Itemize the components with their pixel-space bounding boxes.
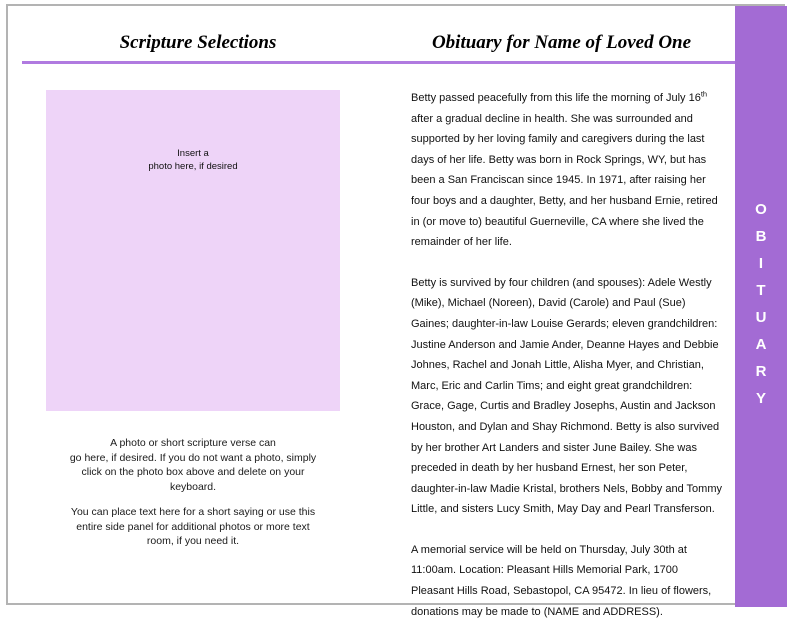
obituary-paragraph-1-text-before-superscript: Betty passed peacefully from this life the morning of July 16 [411, 92, 701, 104]
side-band-letter-5: U [755, 309, 767, 326]
photo-placeholder-line-2: photo here, if desired [148, 161, 238, 172]
left-caption-secondary[interactable] [38, 505, 348, 549]
side-band-vertical-label [735, 196, 787, 412]
side-band-letter-3: I [758, 255, 764, 272]
page-header [8, 6, 735, 64]
left-caption-primary-line-3: click on the photo box above and delete on your [81, 466, 305, 479]
obituary-page [6, 4, 785, 618]
side-band [735, 6, 787, 607]
left-panel [8, 64, 388, 607]
side-band-letter-2: B [755, 228, 767, 245]
photo-placeholder-label [46, 147, 340, 173]
obituary-paragraph-1-text-after-superscript: after a gradual decline in health. She was surrounded and supported by her loving family and caregivers during the last days of her life. Betty was born in Rock Springs, WY, but has been a San Franciscan since 1945. In 1971, after raising her four boys and a daughter, Betty, and her husband Ernie, retired in (or move to) beautiful Guerneville, CA where she lived the remainder of her life. [411, 112, 718, 249]
left-caption-primary-line-1: A photo or short scripture verse can [110, 437, 276, 449]
left-caption-primary-line-2: go here, if desired. If you do not want a photo, simply [69, 451, 317, 464]
side-band-letter-6: A [755, 336, 767, 353]
left-caption-secondary-line-2: entire side panel for additional photos or more text [76, 520, 310, 533]
side-band-letter-8: Y [755, 390, 766, 407]
left-caption-primary-line-4: keyboard. [169, 480, 217, 493]
obituary-paragraph-2: Betty is survived by four children (and spouses): Adele Westly (Mike), Michael (Noreen), David (Carole) and Paul (Sue) Gaines; daughter-in-law Louise Gerards; eleven grandchildren: Justine Anderson and Jamie Ander, Deanne Hayes and Debbie Johnes, Rachel and Jonah Little, Alisha Myer, and Christian, Marc, Eric and Carlin Tims; and eight great grandchildren: Grace, Gage, Curtis and Bradley Josephs, Austin and Jackson Houston, and Dylan and Shay Richmond. Betty is also survived by her brother Art Landers and sister June Bailey. She was preceded in death by her husband Ernest, her son Peter, daughter-in-law Madie Kristal, brothers Nels, Bobby and Tommy Little, and sisters Lucy Smith, May Day and Pearl Transferson. [411, 276, 722, 516]
left-caption-secondary-line-1: You can place text here for a short saying or use this [70, 506, 316, 518]
side-band-letter-4: T [756, 282, 766, 299]
obituary-body[interactable] [411, 88, 722, 622]
scripture-selections-heading: Scripture Selections [119, 32, 277, 53]
right-panel [388, 64, 735, 618]
obituary-paragraph-1 [411, 88, 722, 253]
photo-placeholder-box[interactable] [46, 90, 340, 411]
left-caption-primary[interactable] [38, 436, 348, 494]
photo-placeholder-line-1: Insert a [177, 148, 209, 159]
ordinal-superscript: th [700, 89, 708, 99]
obituary-paragraph-3: A memorial service will be held on Thursday, July 30th at 11:00am. Location: Pleasant Hills Memorial Park, 1700 Pleasant Hills Road, Sebastopol, CA 95472. In lieu of flowers, donations may be made to (NAME and ADDRESS). [411, 543, 712, 618]
obituary-heading: Obituary for Name of Loved One [431, 32, 692, 53]
side-band-letter-7: R [755, 363, 767, 380]
side-band-letter-1: O [755, 201, 767, 218]
left-caption-secondary-line-3: room, if you need it. [146, 535, 240, 548]
